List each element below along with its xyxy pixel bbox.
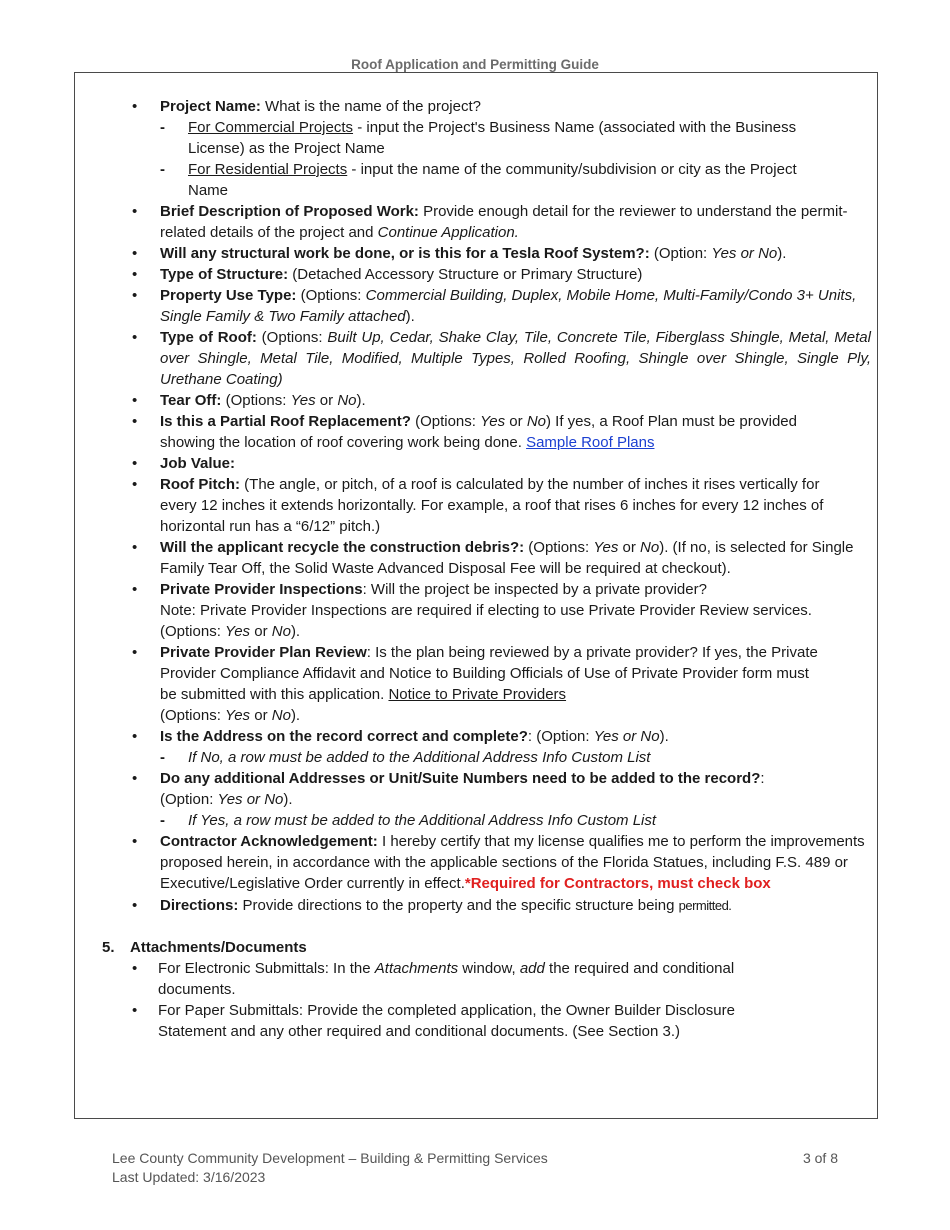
field-text: (Options: bbox=[221, 392, 291, 409]
sub-address-no bbox=[0, 747, 950, 768]
field-text: or bbox=[250, 707, 272, 724]
field-text: (Options: bbox=[524, 539, 594, 556]
item-brief-description bbox=[0, 201, 950, 243]
item-electronic-submittals bbox=[0, 958, 950, 1000]
field-text: ) If yes, a Roof Plan must be provided showing the location of roof covering work being done. bbox=[160, 413, 797, 451]
item-additional-addresses bbox=[0, 768, 950, 810]
field-options: Yes or No bbox=[711, 245, 778, 262]
field-text: ). bbox=[356, 392, 366, 409]
sub-lead: For Commercial Projects bbox=[188, 119, 354, 136]
option-no: No bbox=[526, 413, 547, 430]
field-text: (Options: bbox=[160, 707, 226, 724]
field-text: ). (If no, is selected for Single Family Tear Off, the Solid Waste Advanced Disposal Fee will be required at checkout). bbox=[160, 539, 854, 577]
sub-commercial-projects bbox=[0, 117, 950, 159]
field-italic: add bbox=[519, 960, 545, 977]
option-no: No bbox=[271, 707, 291, 724]
field-text: For Paper Submittals: Provide the completed application, the Owner Builder Disclosure Statement and any other required and conditional documents. (See Section 3.) bbox=[158, 1002, 735, 1040]
option-yes: Yes bbox=[290, 392, 316, 409]
sub-additional-yes bbox=[0, 810, 950, 831]
field-label: Type of Roof: bbox=[160, 329, 257, 346]
field-label: Will the applicant recycle the construction debris?: bbox=[160, 539, 525, 556]
option-no: No bbox=[271, 623, 291, 640]
document-body bbox=[0, 96, 950, 1042]
field-text: : Is the plan being reviewed by a private provider? If yes, the Private Provider Compliance Affidavit and Notice to Building Officials of Use of Private Provider form must be submitted with this application. bbox=[160, 644, 818, 703]
field-label: Private Provider Plan Review bbox=[160, 644, 367, 661]
field-label: Private Provider Inspections bbox=[160, 581, 363, 598]
field-text: ). bbox=[290, 623, 301, 640]
footer-updated: Last Updated: 3/16/2023 bbox=[112, 1169, 266, 1185]
field-text: (Detached Accessory Structure or Primary Structure) bbox=[288, 266, 643, 283]
option-yes: Yes bbox=[225, 623, 251, 640]
item-job-value bbox=[0, 453, 950, 474]
sub-lead: For Residential Projects bbox=[188, 161, 348, 178]
field-text: or bbox=[505, 413, 527, 430]
field-text: ). bbox=[290, 707, 301, 724]
field-text: ). bbox=[405, 308, 415, 325]
section-number: 5. bbox=[102, 939, 115, 956]
field-text: For Electronic Submittals: In the bbox=[158, 960, 375, 977]
page-number: 3 of 8 bbox=[802, 1150, 838, 1166]
field-label: Is the Address on the record correct and complete? bbox=[160, 728, 528, 745]
field-text: ). bbox=[659, 728, 669, 745]
item-project-name bbox=[0, 96, 950, 117]
field-italic: Continue Application. bbox=[377, 224, 519, 241]
item-property-use-type bbox=[0, 285, 950, 327]
item-type-of-structure bbox=[0, 264, 950, 285]
field-options: Built Up, Cedar, Shake Clay, Tile, Concrete Tile, Fiberglass Shingle, Metal, Metal over Shingle, Metal Tile, Modified, Multiple Types, Rolled Roofing, Shingle over Shingle, Single Ply, Urethane Coating) bbox=[160, 329, 871, 388]
field-text: (Option: bbox=[160, 791, 218, 808]
section-title: Attachments/Documents bbox=[130, 939, 307, 956]
page-footer bbox=[112, 1149, 838, 1187]
field-options: Yes or No bbox=[217, 791, 284, 808]
item-structural-work bbox=[0, 243, 950, 264]
field-text: the required and conditional documents. bbox=[158, 960, 735, 998]
field-label: Do any additional Addresses or Unit/Suite Numbers need to be added to the record? bbox=[160, 770, 761, 787]
sub-text: - input the Project's Business Name (associated with the Business License) as the Project Name bbox=[188, 119, 797, 157]
field-label: Property Use Type: bbox=[160, 287, 297, 304]
field-text: Provide directions to the property and the specific structure being bbox=[238, 897, 679, 914]
notice-private-providers-link[interactable]: Notice to Private Providers bbox=[388, 686, 567, 703]
field-text: or bbox=[315, 392, 338, 409]
option-no: No bbox=[337, 392, 357, 409]
item-partial-roof bbox=[0, 411, 950, 453]
item-provider-plan-review bbox=[0, 642, 950, 726]
sub-text: If No, a row must be added to the Additional Address Info Custom List bbox=[188, 749, 651, 766]
footer-org: Lee County Community Development – Building & Permitting Services bbox=[112, 1150, 548, 1166]
field-label: Is this a Partial Roof Replacement? bbox=[160, 413, 411, 430]
field-text: I hereby certify that my license qualifies me to perform the improvements proposed herein, in accordance with the applicable sections of the Florida Statues, including F.S. 489 or Executive/Legislative Order currently in effect. bbox=[160, 833, 865, 892]
field-options: Yes or No bbox=[593, 728, 660, 745]
sub-text: If Yes, a row must be added to the Additional Address Info Custom List bbox=[188, 812, 657, 829]
field-label: Roof Pitch: bbox=[160, 476, 240, 493]
item-directions bbox=[0, 895, 950, 916]
field-text: (Options: bbox=[296, 287, 366, 304]
field-text: or bbox=[250, 623, 272, 640]
field-label: Directions: bbox=[160, 897, 239, 914]
item-roof-pitch bbox=[0, 474, 950, 537]
field-label: Job Value: bbox=[160, 455, 236, 472]
sub-residential-projects bbox=[0, 159, 950, 201]
field-label: Project Name: bbox=[160, 98, 261, 115]
field-text: What is the name of the project? bbox=[260, 98, 481, 115]
field-options: Commercial Building, Duplex, Mobile Home, Multi-Family/Condo 3+ Units, Single Family & Two Family attached bbox=[160, 287, 857, 325]
option-yes: Yes bbox=[225, 707, 251, 724]
option-no: No bbox=[640, 539, 660, 556]
field-text: : Will the project be inspected by a private provider? bbox=[362, 581, 707, 598]
item-tear-off bbox=[0, 390, 950, 411]
field-text: or bbox=[618, 539, 641, 556]
option-yes: Yes bbox=[480, 413, 506, 430]
item-address-correct bbox=[0, 726, 950, 747]
field-label: Contractor Acknowledgement: bbox=[160, 833, 378, 850]
field-text: ). bbox=[777, 245, 787, 262]
field-label: Tear Off: bbox=[160, 392, 222, 409]
field-italic: Attachments bbox=[374, 960, 459, 977]
item-type-of-roof bbox=[0, 327, 950, 390]
item-provider-inspections bbox=[0, 579, 950, 642]
field-text: (Options: bbox=[160, 623, 226, 640]
page-header-title: Roof Application and Permitting Guide bbox=[351, 57, 599, 72]
item-contractor-acknowledgement bbox=[0, 831, 950, 894]
sub-text: - input the name of the community/subdivision or city as the Project Name bbox=[188, 161, 797, 199]
field-label: Will any structural work be done, or is this for a Tesla Roof System?: bbox=[160, 245, 650, 262]
field-text: : bbox=[760, 770, 765, 787]
required-note: *Required for Contractors, must check box bbox=[464, 875, 771, 892]
field-text: (Option: bbox=[649, 245, 712, 262]
field-text: : (Option: bbox=[527, 728, 594, 745]
field-text: (Options: bbox=[410, 413, 481, 430]
field-note: Note: Private Provider Inspections are required if electing to use Private Provider Review services. bbox=[160, 602, 812, 619]
field-text-tail: permitted. bbox=[678, 898, 732, 913]
field-label: Brief Description of Proposed Work: bbox=[160, 203, 419, 220]
field-text: ). bbox=[283, 791, 293, 808]
item-recycle-debris bbox=[0, 537, 950, 579]
field-text: window, bbox=[458, 960, 520, 977]
item-paper-submittals bbox=[0, 1000, 950, 1042]
option-yes: Yes bbox=[593, 539, 619, 556]
sample-roof-plans-link[interactable]: Sample Roof Plans bbox=[526, 434, 655, 451]
section-5-heading bbox=[0, 937, 950, 958]
field-text: (The angle, or pitch, of a roof is calculated by the number of inches it rises vertically for every 12 inches it extends horizontally. For example, a roof that rises 6 inches for every 12 inches of horizontal run has a “6/12” pitch.) bbox=[160, 476, 824, 535]
field-text: (Options: bbox=[256, 329, 328, 346]
field-label: Type of Structure: bbox=[160, 266, 289, 283]
field-text: Provide enough detail for the reviewer to understand the permit-related details of the project and bbox=[160, 203, 848, 241]
